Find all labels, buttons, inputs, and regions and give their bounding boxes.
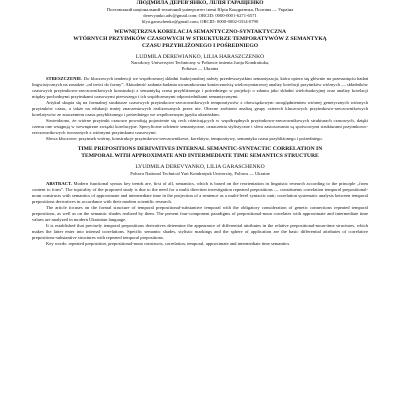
polish-title-line-3: CZASU PRZYBLIŻONEGO I POŚREDNIEGO — [141, 42, 259, 49]
authors-polish: LUDMILA DEREWIANKO, LILIA HARASZCZENKO — [135, 53, 265, 60]
authors-ukrainian: ЛЮДМИЛА ДЕРЕВ'ЯНКО, ЛІЛІЯ ГАРАЩЕНКО — [136, 0, 264, 6]
affiliation-english: Poltava National Technical Yuri Kondratyuk University, Poltava — Ukraine — [130, 170, 270, 176]
english-abstract-lead: ABSTRACT. — [46, 180, 72, 186]
authors-english: LYUDMILA DEREVYANKO, LILIA GARASCHENKO — [135, 164, 265, 171]
polish-keywords: Słowa kluczowe: przyimek wtórny, konstrukcje przyimkowo-rzeczownikowe, korelatyw, temporatywy, semantyka czasu przybliżonego i pośredniego. — [46, 136, 323, 142]
author-email-2: lilya.garaschenko@gmail.com; ORCID: 0000-0002-0314-0790 — [141, 19, 259, 25]
english-abstract-paragraph-3: It is established that precisely temporal prepositions derivatives determine the appearance of differential attributes in the relative prepositional-noun-time structures, which makes the latter enter into internal correlations. Specific semantic shades, stylistic markings and the sphere of application are the basic differential attributes of correlative prepositions-substantive structures with repeated temporal prepositions. — [32, 222, 368, 240]
english-title-line-2: TEMPORAL WITH APPROXIMATE AND INTERMEDIATE TIME SEMANTICS STRUCTURE — [81, 153, 319, 160]
english-abstract-paragraph-2: The article focuses on the formal structure of temporal prepositional-substantive temporal with the obligatory consideration of genetic connections repeated temporal prepositions, as well as on the semantic shades realized by them. The present four-component paradigms of prepositional-noun correlates with approximate and intermediate time values are analyzed in modern Ukrainian language. — [32, 204, 368, 222]
polish-abstract-paragraph-3: Stwierdzono, że wtórne przyimki czasowe powodują pojawienie się cech różnicujących w współrzędnych przyimkowo-rzeczownikowych strukturach czasowych, dzięki czemu one wstępują w wewnętrzne związki korelacyjne. Specyficzne odcienie semantyczne, oznaczenia stylistyczne i sfera zastosowania są spoiwowymi strukturami przyimkowo-rzeczownikowych tworzonych z wtórnymi przyimkami czasowymi. — [32, 118, 368, 136]
affiliation-ukrainian: Полтавський національний технічний університет імені Юрія Кондратюка, Полтава — Україна — [106, 7, 294, 12]
affiliation-polish-line-1: Narodowy Uniwersytet Techniczny w Połtawie imienia Jurija Kondratiuka, — [130, 60, 270, 66]
english-abstract-text-1: Modern functional syntax key trends are, first of all, semantics, which is based on the reorientation in linguistic research according to the principle „from content to form”. The topicality of the proposed study is due to the need for a multi direction investigation repeated prepositions — constituents correlation temporal prepositional-noun constructs with semantics of approximate and intermediate time in the projection of a sentence as a multi-level syntactic unit; correlation systematic analysis between temporal prepositions derivatives in accordance with their modern scientific research. — [32, 180, 368, 204]
english-abstract-paragraph-1 — [32, 181, 368, 205]
english-keywords: Key words: repeated preposition, prepositional-noun constructs, correlation, temporal, approximate and intermediate time semantics. — [46, 240, 291, 246]
polish-title-line-1: WEWNĘTRZNA KORELACJA SEMANTYCZNO-SYNTAKTYCZNA — [113, 29, 287, 36]
polish-title-line-2: WTÓRNYCH PRZYIMKÓW CZASOWYCH W STRUKTURZE TEMPORATYWÓW Z SEMANTYKĄ — [73, 36, 327, 43]
polish-abstract-paragraph-2: Artykuł skupia się na formalnej strukturze czasowych przyimkowo-rzeczownikowych temporatywów z obowiązkowym uwzględnieniem wtórnej genetycznych wtórnych przyimków czasu, a także na edukacji mniej znaczeniowych realizowanych przez nie. Obecne zrobiono analizę grupy czterech kluczowych przyimkowo-rzeczownikowych korelatywów ze znaczeniem czasu przybliżonego i pośredniego we współczesnym języku ukraińskim. — [32, 100, 368, 118]
author-email-1: derevyanko.adv@gmail.com; ORCID: 0000-0001-6271-6571 — [143, 13, 257, 19]
polish-abstract-lead: STRESZCZENIE. — [46, 76, 83, 82]
polish-abstract-text-1: Do kluczowych tendencji we współczesnej składni funkcjonalnej należy przedewszystkim semantyzacja, która opiera się głównie na przesunięciu badań lingwistycznych na zasadzie „od treści do formy”. Aktualność zadania badania uwarunkowana koniecznością wielowymiarowej analizy korelacji przyimków wtórnych — składników czasowych przyimkowo-rzeczownikowych konstrukcji z semantyką czasu przybliżonego i pośredniego w projekcji o zdaniu jako składni wielofunkcyjnej oraz analizy korelacji między pochodnymi przyimkami czasowymi pierwszego i ich współczesnymi odpowiednikami semantycznymi. — [32, 76, 369, 100]
affiliation-polish-line-2: Połtawa — Ukraina — [181, 66, 219, 72]
english-title-line-1: TIME PREPOSITIONS DERIVATIVES INTERNAL SEMANTIC-SYNTACTIC CORRELATION IN — [77, 146, 323, 153]
polish-abstract-paragraph-1 — [32, 76, 368, 100]
